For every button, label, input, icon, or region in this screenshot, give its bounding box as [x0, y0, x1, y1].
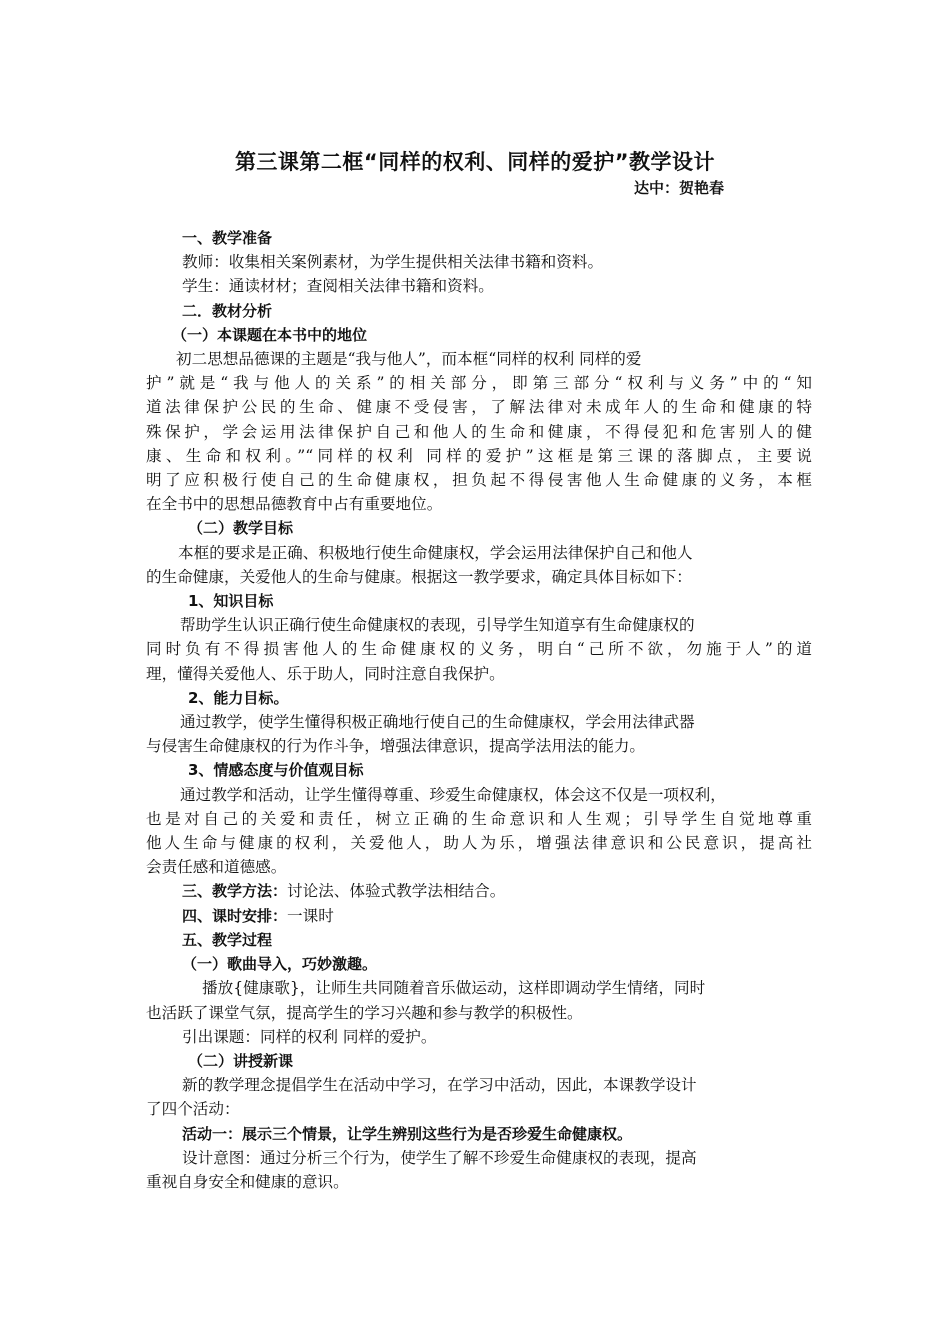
paragraph-line: 明了应积极行使自己的生命健康权，担负起不得侵害他人生命健康的义务，本框: [146, 471, 812, 490]
paragraph-position: [146, 347, 812, 516]
schedule-label: 四、课时安排：: [182, 906, 288, 925]
paragraph-ability: [146, 710, 812, 758]
methods-text: 讨论法、体验式教学法相结合。: [287, 882, 506, 901]
paragraph-activity-1: [146, 1146, 812, 1194]
document-author: 达中：贺艳春: [633, 179, 724, 197]
paragraph-line: 通过教学，使学生懂得积极正确地行使自己的生命健康权，学会用法律武器: [180, 713, 695, 732]
preparation-student: 学生：通读材材；查阅相关法律书籍和资料。: [182, 277, 494, 296]
subsection-heading-objectives: （二）教学目标: [188, 519, 294, 538]
paragraph-line: 护”就是“我与他人的关系”的相关部分，即第三部分“权利与义务”中的“知: [146, 374, 812, 393]
paragraph-song-intro: [146, 976, 812, 1024]
paragraph-line: 新的教学理念提倡学生在活动中学习，在学习中活动，因此，本课教学设计: [182, 1076, 697, 1095]
methods-label: 三、教学方法：: [182, 882, 288, 901]
subsection-heading-new-lesson: （二）讲授新课: [188, 1051, 294, 1070]
paragraph-line: 同时负有不得损害他人的生命健康权的义务，明白“己所不欲，勿施于人”的道: [146, 640, 812, 659]
section-heading-preparation: 一、教学准备: [182, 229, 273, 247]
paragraph-line: 与侵害生命健康权的行为作斗争，增强法律意识，提高学法用法的能力。: [146, 737, 646, 756]
paragraph-knowledge: [146, 613, 812, 686]
goal-heading-emotion: 3、情感态度与价值观目标: [188, 761, 364, 780]
paragraph-emotion: [146, 783, 812, 880]
document-title: 第三课第二框“同样的权利、同样的爱护”教学设计: [234, 150, 716, 174]
paragraph-line: 重视自身安全和健康的意识。: [146, 1172, 349, 1191]
paragraph-line: 播放{健康歌}，让师生共同随着音乐做运动，这样即调动学生情绪，同时: [202, 979, 706, 998]
document-body: [146, 226, 812, 1194]
lesson-topic-intro: 引出课题：同样的权利 同样的爱护。: [182, 1027, 437, 1046]
section-heading-process: 五、教学过程: [182, 930, 273, 949]
activity-heading-1: 活动一：展示三个情景，让学生辨别这些行为是否珍爱生命健康权。: [182, 1124, 633, 1143]
section-schedule: [172, 904, 812, 928]
goal-heading-knowledge: 1、知识目标: [188, 592, 274, 611]
paragraph-line: 理，懂得关爱他人、乐于助人，同时注意自我保护。: [146, 664, 505, 683]
paragraph-line: 在全书中的思想品德教育中占有重要地位。: [146, 495, 443, 514]
paragraph-line: 殊保护，学会运用法律保护自己和他人的生命和健康，不得侵犯和危害别人的健: [146, 422, 812, 441]
schedule-text: 一课时: [287, 906, 334, 925]
goal-heading-ability: 2、能力目标。: [188, 688, 289, 707]
paragraph-line: 会责任感和道德感。: [146, 858, 287, 877]
paragraph-new-lesson: [146, 1073, 812, 1121]
paragraph-line: 康、生命和权利。”“同样的权利 同样的爱护”这框是第三课的落脚点，主要说: [146, 446, 812, 465]
paragraph-line: 通过教学和活动，让学生懂得尊重、珍爱生命健康权，体会这不仅是一项权利，: [180, 785, 726, 804]
paragraph-line: 的生命健康，关爱他人的生命与健康。根据这一教学要求，确定具体目标如下：: [146, 567, 692, 586]
paragraph-objectives: [146, 541, 812, 589]
paragraph-line: 也活跃了课堂气氛，提高学生的学习兴趣和参与教学的积极性。: [146, 1003, 583, 1022]
preparation-teacher: 教师：收集相关案例素材，为学生提供相关法律书籍和资料。: [182, 253, 604, 272]
paragraph-line: 本框的要求是正确、积极地行使生命健康权，学会运用法律保护自己和他人: [178, 543, 693, 562]
paragraph-line: 帮助学生认识正确行使生命健康权的表现，引导学生知道享有生命健康权的: [180, 616, 695, 635]
subsection-heading-position: （一）本课题在本书中的地位: [172, 325, 368, 344]
paragraph-line: 了四个活动：: [146, 1100, 240, 1119]
section-methods: [172, 879, 812, 903]
paragraph-line: 道法律保护公民的生命、健康不受侵害，了解法律对未成年人的生命和健康的特: [146, 398, 812, 417]
paragraph-line: 也是对自己的关爱和责任，树立正确的生命意识和人生观；引导学生自觉地尊重: [146, 809, 812, 828]
section-heading-material-analysis: 二．教材分析: [182, 301, 273, 320]
paragraph-line: 他人生命与健康的权利，关爱他人，助人为乐，增强法律意识和公民意识，提高社: [146, 834, 812, 853]
paragraph-line: 设计意图：通过分析三个行为，使学生了解不珍爱生命健康权的表现，提高: [182, 1148, 697, 1167]
subsection-heading-song-intro: （一）歌曲导入，巧妙激趣。: [182, 955, 378, 974]
paragraph-line: 初二思想品德课的主题是“我与他人”，而本框“同样的权利 同样的爱: [176, 350, 642, 369]
